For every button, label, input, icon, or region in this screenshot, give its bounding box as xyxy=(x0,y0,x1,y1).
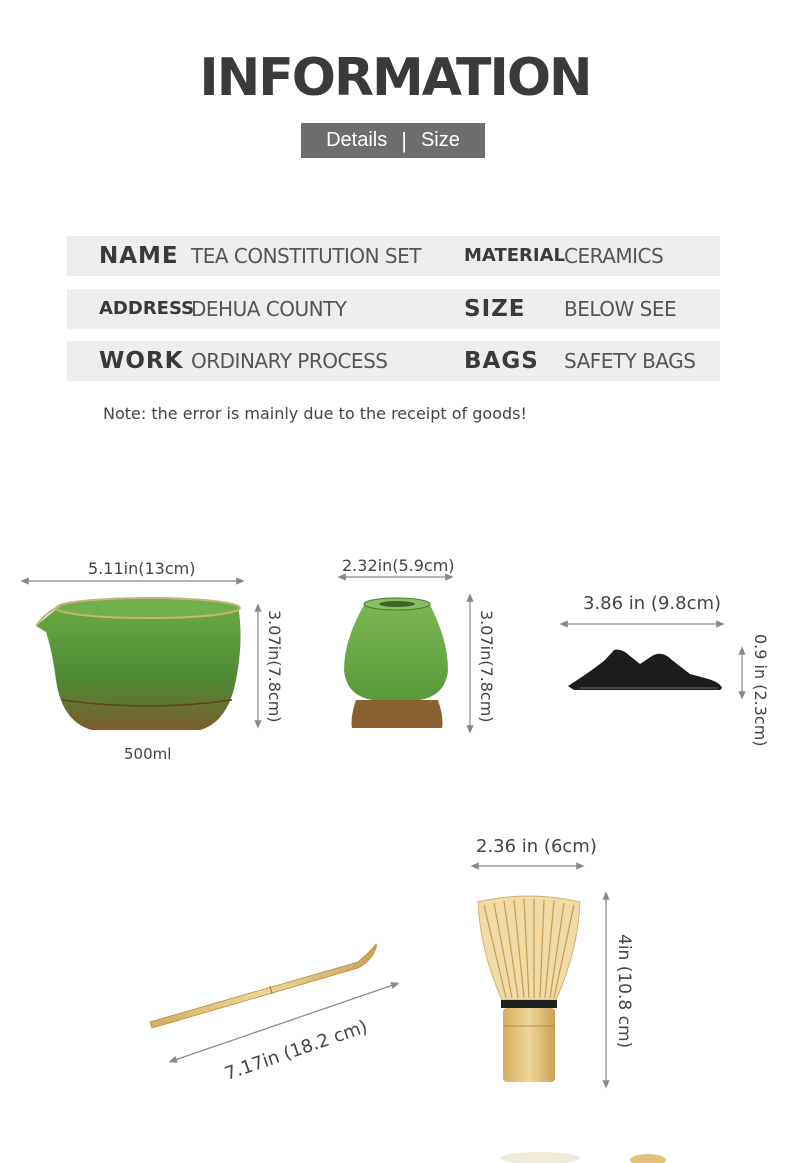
rest-height-label: 0.9 in (2.3cm) xyxy=(751,634,770,747)
whisk-height-label: 4in (10.8 cm) xyxy=(614,934,634,1049)
spec-label: BAGS xyxy=(464,348,539,374)
holder-height-label: 3.07in(7.8cm) xyxy=(477,610,496,723)
spec-label: ADDRESS xyxy=(99,298,195,319)
bamboo-scoop-image xyxy=(150,944,377,1028)
tab-details[interactable]: Details xyxy=(326,129,388,151)
bowl-width-label: 5.11in(13cm) xyxy=(88,559,196,578)
whisk-width-label: 2.36 in (6cm) xyxy=(476,836,597,857)
rest-width-label: 3.86 in (9.8cm) xyxy=(583,593,722,614)
spec-label: SIZE xyxy=(464,296,526,322)
bowl-capacity-label: 500ml xyxy=(124,745,172,763)
matcha-bowl-image xyxy=(36,598,241,730)
spec-value: TEA CONSTITUTION SET xyxy=(191,244,421,268)
scoop-length-label: 7.17in (18.2 cm) xyxy=(222,1016,371,1085)
spec-label: WORK xyxy=(99,348,184,374)
whisk-holder-image xyxy=(344,598,448,728)
partial-item-image xyxy=(500,1152,580,1163)
spec-value: ORDINARY PROCESS xyxy=(191,349,388,373)
spec-value: DEHUA COUNTY xyxy=(191,297,347,321)
spec-label: MATERIAL xyxy=(464,245,565,266)
bamboo-whisk-image xyxy=(478,896,580,1082)
bowl-height-label: 3.07in(7.8cm) xyxy=(265,610,284,723)
spec-label: NAME xyxy=(99,243,179,269)
spec-value: SAFETY BAGS xyxy=(564,349,696,373)
spec-value: BELOW SEE xyxy=(564,297,677,321)
note-text: Note: the error is mainly due to the receipt of goods! xyxy=(103,404,527,423)
tab-separator: | xyxy=(401,127,407,153)
spoon-rest-image xyxy=(568,650,722,690)
holder-width-label: 2.32in(5.9cm) xyxy=(342,556,455,575)
partial-item-image xyxy=(630,1154,666,1163)
tab-size[interactable]: Size xyxy=(420,129,460,151)
spec-value: CERAMICS xyxy=(564,244,664,268)
page-title: INFORMATION xyxy=(199,48,591,108)
